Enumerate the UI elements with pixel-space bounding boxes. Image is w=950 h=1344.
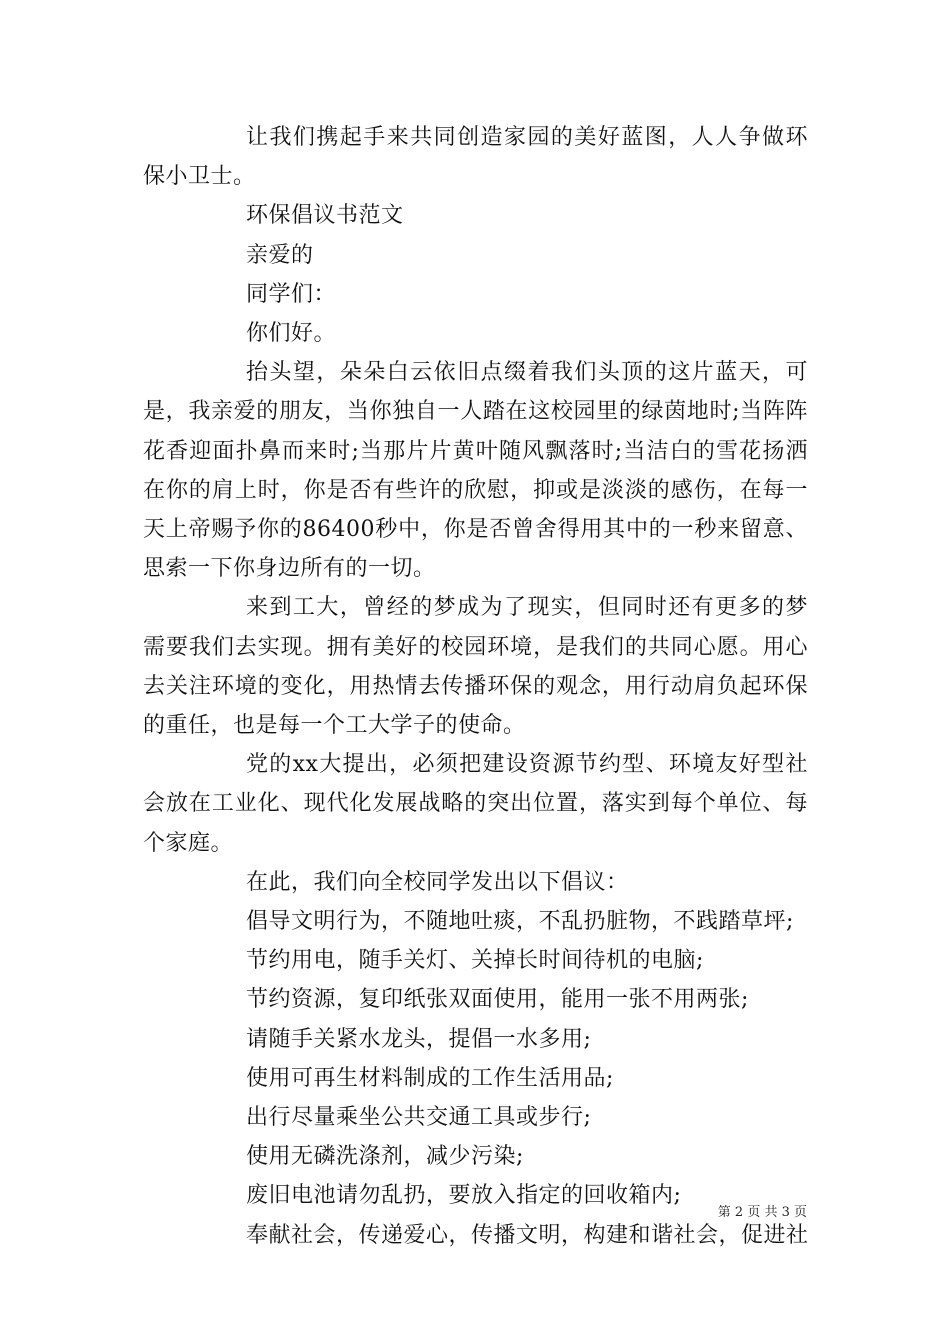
opening-paragraph: 让我们携起手来共同创造家园的美好蓝图，人人争做环保小卫士。 [143,125,808,190]
proposal-item: 奉献社会，传递爱心，传播文明，构建和谐社会，促进社 [246,1222,809,1248]
salutation-line-2: 同学们： [246,281,337,307]
proposal-item: 废旧电池请勿乱扔，要放入指定的回收箱内; [246,1183,682,1209]
proposal-item: 使用可再生材料制成的工作生活用品; [246,1065,614,1091]
proposal-item: 节约用电，随手关灯、关掉长时间待机的电脑; [246,948,704,974]
proposal-item: 倡导文明行为，不随地吐痰，不乱扔脏物，不践踏草坪; [246,909,794,935]
document-body [143,118,808,1255]
body-paragraph: 来到工大，曾经的梦成为了现实，但同时还有更多的梦需要我们去实现。拥有美好的校园环境，是我们的共同心愿。用心去关注环境的变化，用热情去传播环保的观念，用行动肩负起环保的重任，也是每一个工大学子的使命。 [143,595,808,739]
body-paragraph: 抬头望，朵朵白云依旧点缀着我们头顶的这片蓝天，可是，我亲爱的朋友，当你独自一人踏在这校园里的绿茵地时;当阵阵花香迎面扑鼻而来时;当那片片黄叶随风飘落时;当洁白的雪花扬洒在你的肩上时，你是否有些许的欣慰，抑或是淡淡的感伤，在每一天上帝赐予你的86400秒中，你是否曾舍得用其中的一秒来留意、思索一下你身边所有的一切。 [143,360,808,582]
proposal-item: 使用无磷洗涤剂，减少污染; [246,1144,524,1170]
greeting: 你们好。 [246,321,337,347]
proposal-item: 出行尽量乘坐公共交通工具或步行; [246,1105,592,1131]
salutation-line-1: 亲爱的 [246,242,314,268]
proposal-item: 请随手关紧水龙头，提倡一水多用; [246,1026,592,1052]
page-number-footer: 第 2 页 共 3 页 [717,1205,807,1220]
proposal-item: 节约资源，复印纸张双面使用，能用一张不用两张; [246,987,749,1013]
document-title: 环保倡议书范文 [246,203,404,229]
body-paragraph: 党的xx大提出，必须把建设资源节约型、环境友好型社会放在工业化、现代化发展战略的突出位置，落实到每个单位、每个家庭。 [143,752,808,856]
proposal-intro: 在此，我们向全校同学发出以下倡议： [246,869,629,895]
